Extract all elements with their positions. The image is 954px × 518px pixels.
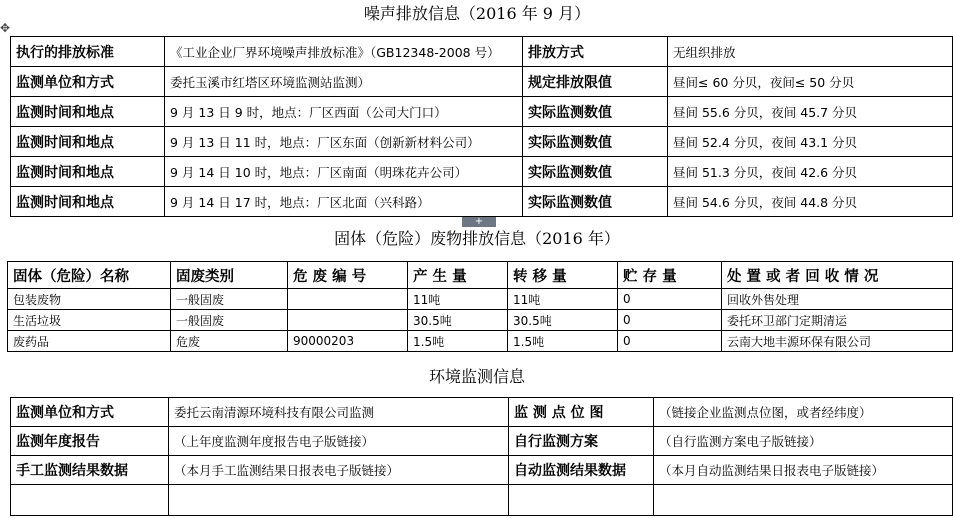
table-cell: 30.5吨 <box>508 310 618 331</box>
noise-table <box>10 36 953 217</box>
table-header-row <box>8 262 953 289</box>
table-cell: 委托环卫部门定期清运 <box>722 310 953 331</box>
label-cell: 监测时间和地点 <box>11 97 165 127</box>
value-cell: 9 月 14 日 10 时，地点：厂区南面（明珠花卉公司） <box>165 157 523 187</box>
waste-table <box>7 261 953 352</box>
waste-title: 固体（危险）废物排放信息（2016 年） <box>334 229 620 248</box>
label-cell: 实际监测数值 <box>523 157 668 187</box>
table-row <box>8 289 953 310</box>
table-cell: 0 <box>618 310 722 331</box>
table-cell <box>288 310 408 331</box>
label-cell: 实际监测数值 <box>523 97 668 127</box>
table-cell <box>288 289 408 310</box>
link-cell[interactable]: （链接企业监测点位图，或者经纬度） <box>654 398 953 427</box>
label-cell: 规定排放限值 <box>523 67 668 97</box>
label-cell: 监 测 点 位 图 <box>509 398 654 427</box>
table-row <box>11 427 953 456</box>
column-header: 固体（危险）名称 <box>8 262 171 289</box>
empty-row <box>11 485 953 516</box>
column-header: 固废类别 <box>171 262 288 289</box>
value-cell: 昼间≤ 60 分贝，夜间≤ 50 分贝 <box>668 67 953 97</box>
label-cell: 自行监测方案 <box>509 427 654 456</box>
link-cell[interactable]: （上年度监测年度报告电子版链接） <box>169 427 509 456</box>
table-cell: 11吨 <box>508 289 618 310</box>
value-cell: 昼间 51.3 分贝，夜间 42.6 分贝 <box>668 157 953 187</box>
plus-icon[interactable]: + <box>462 217 496 227</box>
table-row <box>11 398 953 427</box>
table-cell: 1.5吨 <box>508 331 618 352</box>
value-cell: 委托云南清源环境科技有限公司监测 <box>169 398 509 427</box>
label-cell: 手工监测结果数据 <box>11 456 169 485</box>
value-cell: 9 月 13 日 9 时，地点：厂区西面（公司大门口） <box>165 97 523 127</box>
label-cell: 实际监测数值 <box>523 127 668 157</box>
column-header: 转 移 量 <box>508 262 618 289</box>
label-cell: 监测单位和方式 <box>11 67 165 97</box>
table-row <box>11 456 953 485</box>
env-title: 环境监测信息 <box>428 367 525 386</box>
table-cell: 生活垃圾 <box>8 310 171 331</box>
value-cell: 9 月 14 日 17 时，地点：厂区北面（兴科路） <box>165 187 523 217</box>
table-row <box>8 331 953 352</box>
table-cell: 11吨 <box>408 289 508 310</box>
column-header: 贮 存 量 <box>618 262 722 289</box>
table-cell: 0 <box>618 289 722 310</box>
table-cell: 90000203 <box>288 331 408 352</box>
label-cell: 实际监测数值 <box>523 187 668 217</box>
label-cell: 监测时间和地点 <box>11 127 165 157</box>
label-cell: 排放方式 <box>523 37 668 67</box>
table-row <box>11 97 953 127</box>
value-cell: 昼间 54.6 分贝，夜间 44.8 分贝 <box>668 187 953 217</box>
value-cell: 昼间 55.6 分贝，夜间 45.7 分贝 <box>668 97 953 127</box>
table-cell: 回收外售处理 <box>722 289 953 310</box>
table-cell: 包装废物 <box>8 289 171 310</box>
value-cell: 《工业企业厂界环境噪声排放标准》（GB12348-2008 号） <box>165 37 523 67</box>
label-cell: 监测单位和方式 <box>11 398 169 427</box>
table-cell: 废药品 <box>8 331 171 352</box>
value-cell: 9 月 13 日 11 时，地点：厂区东面（创新新材料公司） <box>165 127 523 157</box>
table-cell: 1.5吨 <box>408 331 508 352</box>
empty-cell[interactable] <box>654 485 953 516</box>
empty-cell[interactable] <box>169 485 509 516</box>
link-cell[interactable]: （自行监测方案电子版链接） <box>654 427 953 456</box>
table-row <box>11 187 953 217</box>
value-cell: 委托玉溪市红塔区环境监测站监测） <box>165 67 523 97</box>
link-cell[interactable]: （本月自动监测结果日报表电子版链接） <box>654 456 953 485</box>
table-row <box>11 37 953 67</box>
move-handle-icon[interactable]: ✥ <box>0 21 11 35</box>
table-row <box>11 127 953 157</box>
table-row <box>11 157 953 187</box>
label-cell: 监测年度报告 <box>11 427 169 456</box>
table-cell: 0 <box>618 331 722 352</box>
table-cell: 一般固废 <box>171 310 288 331</box>
value-cell: 无组织排放 <box>668 37 953 67</box>
table-cell: 危废 <box>171 331 288 352</box>
table-cell: 30.5吨 <box>408 310 508 331</box>
noise-title: 噪声排放信息（2016 年 9 月） <box>363 4 591 23</box>
link-cell[interactable]: （本月手工监测结果日报表电子版链接） <box>169 456 509 485</box>
empty-cell[interactable] <box>509 485 654 516</box>
table-row <box>11 67 953 97</box>
column-header: 处 置 或 者 回 收 情 况 <box>722 262 953 289</box>
label-cell: 监测时间和地点 <box>11 157 165 187</box>
column-header: 危 废 编 号 <box>288 262 408 289</box>
env-table <box>10 397 953 516</box>
column-header: 产 生 量 <box>408 262 508 289</box>
empty-cell[interactable] <box>11 485 169 516</box>
table-cell: 云南大地丰源环保有限公司 <box>722 331 953 352</box>
table-row <box>8 310 953 331</box>
label-cell: 监测时间和地点 <box>11 187 165 217</box>
label-cell: 自动监测结果数据 <box>509 456 654 485</box>
table-cell: 一般固废 <box>171 289 288 310</box>
value-cell: 昼间 52.4 分贝，夜间 43.1 分贝 <box>668 127 953 157</box>
label-cell: 执行的排放标准 <box>11 37 165 67</box>
